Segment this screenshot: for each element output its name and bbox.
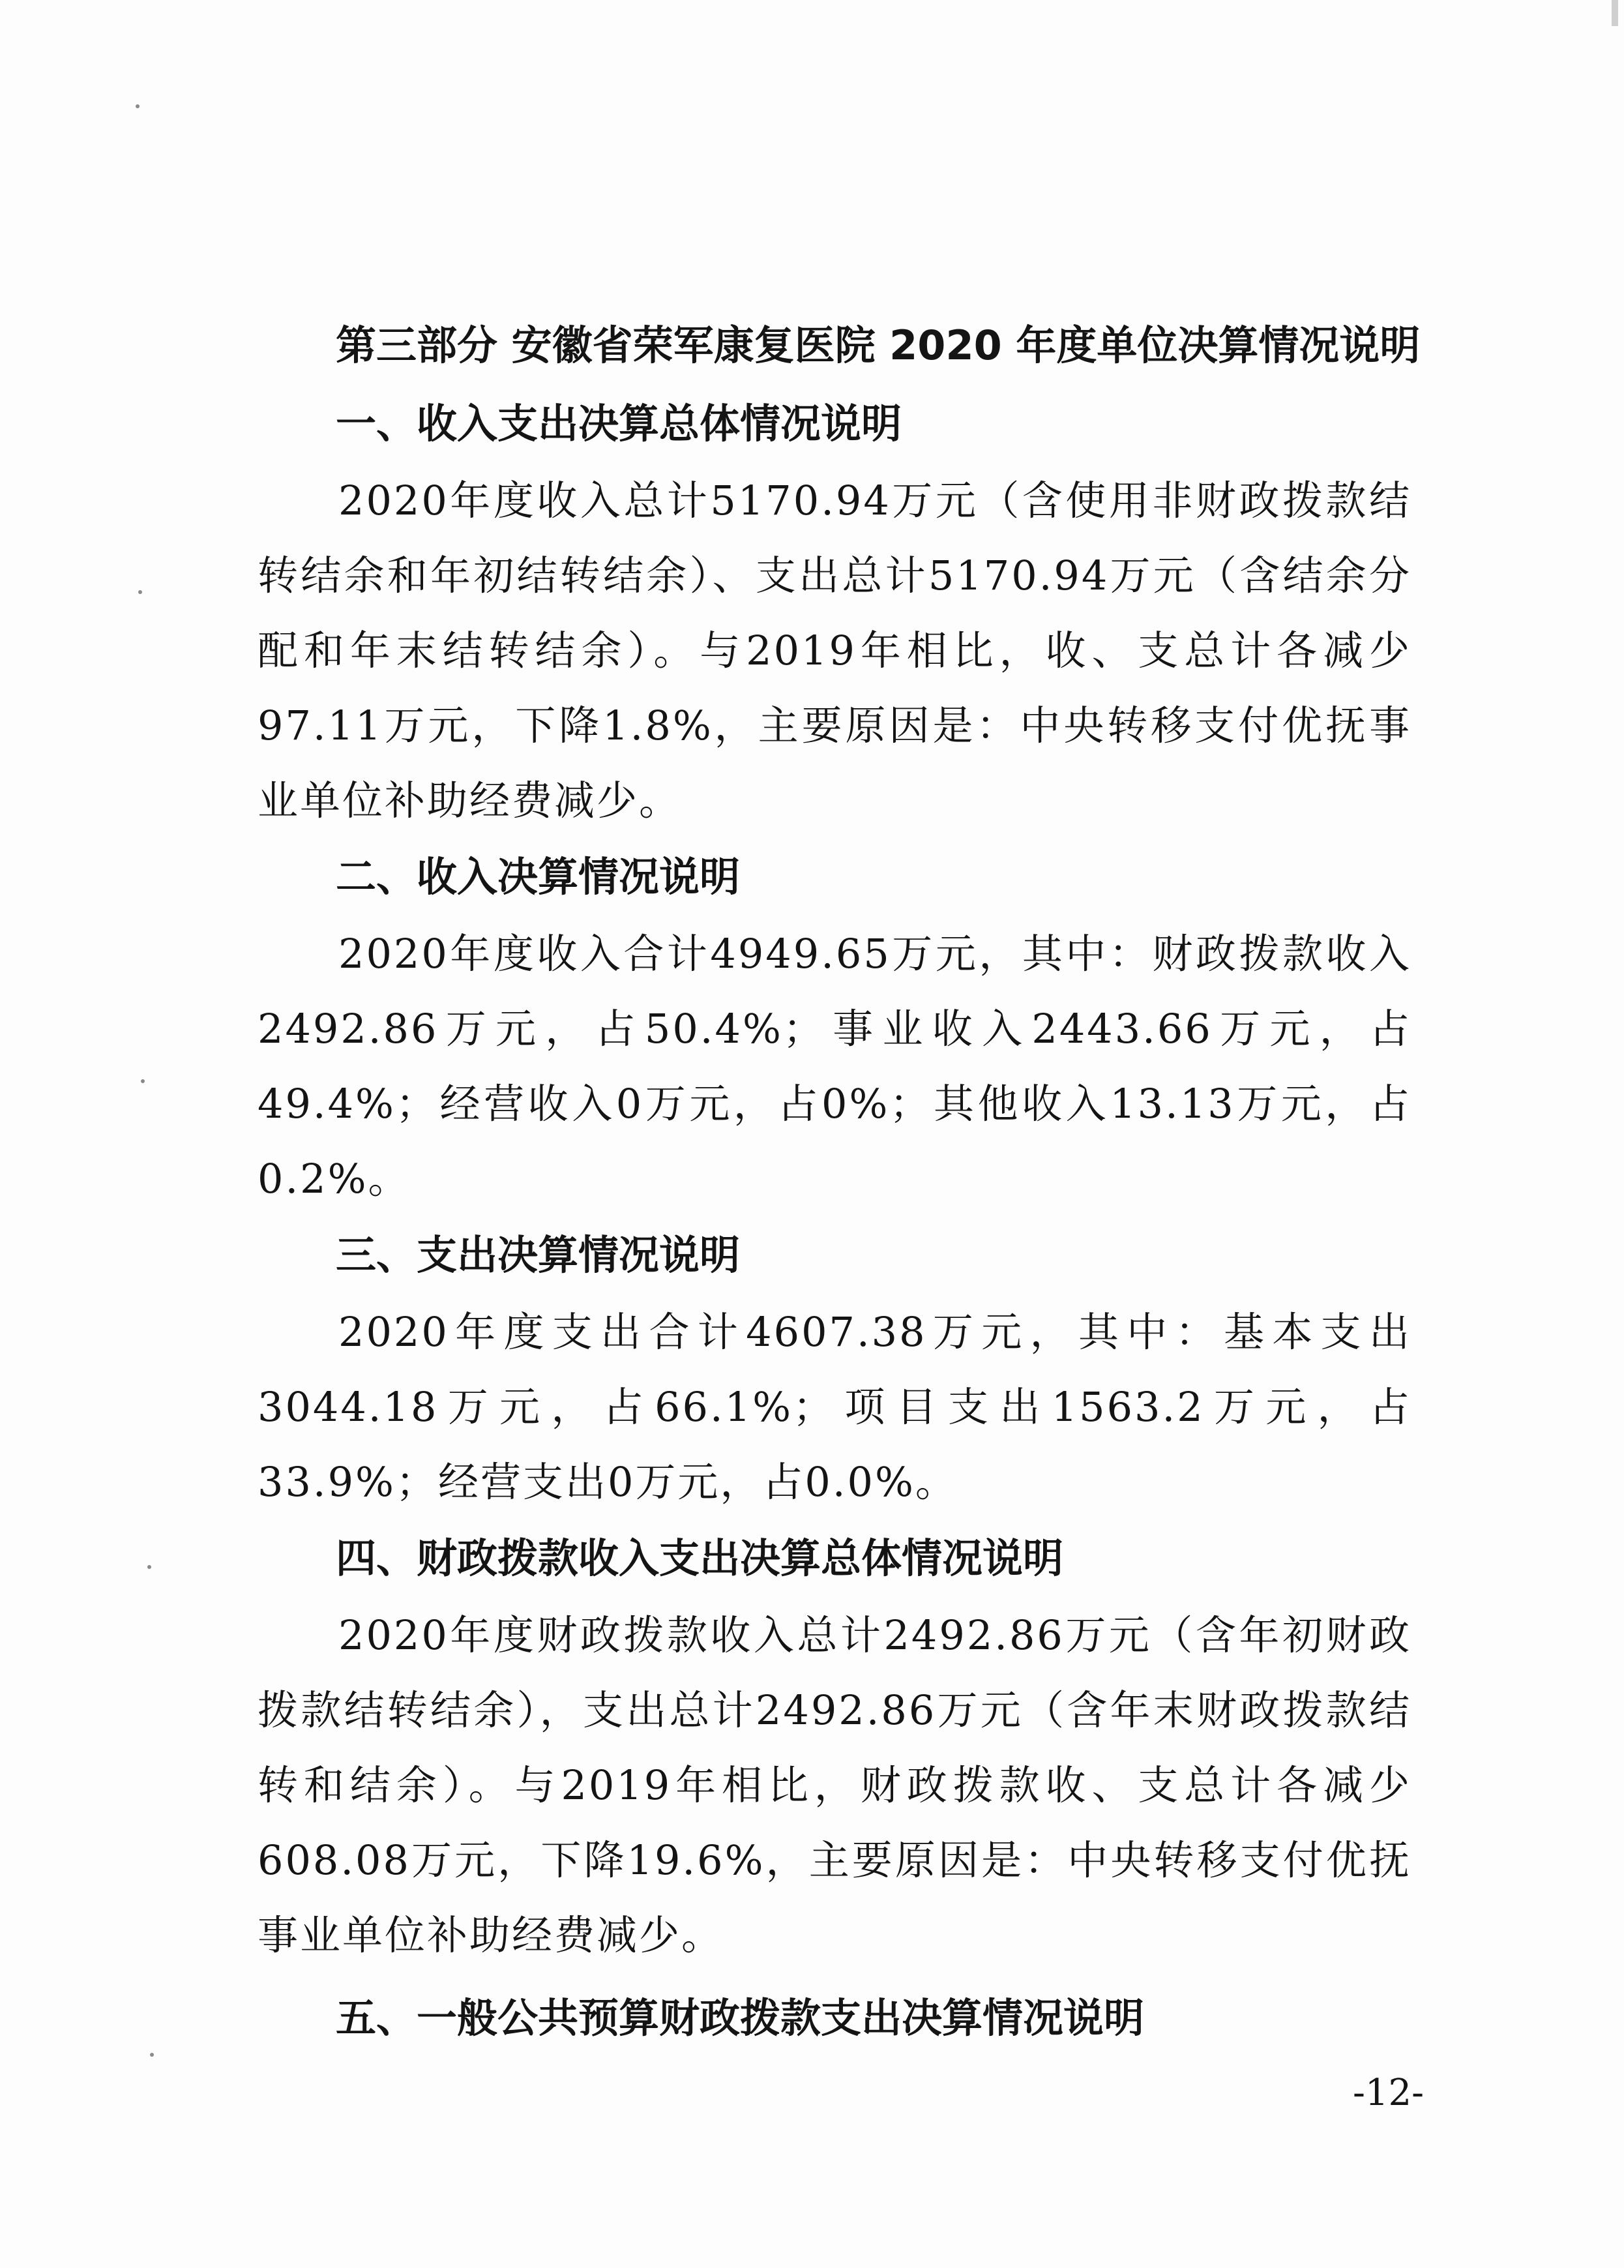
scan-speck	[138, 590, 142, 594]
section-paragraph: 2020年度支出合计4607.38万元，其中：基本支出3044.18万元，占66.1%；项目支出1563.2万元，占33.9%；经营支出0万元，占0.0%。	[258, 1308, 1411, 1506]
scan-speck	[141, 1079, 145, 1083]
scan-speck	[150, 2053, 154, 2057]
section-4	[258, 1519, 1411, 1973]
document-body	[258, 306, 1421, 2057]
section-paragraph: 2020年度财政拨款收入总计2492.86万元（含年初财政拨款结转结余），支出总计2492.86万元（含年末财政拨款结转和结余）。与2019年相比，财政拨款收、支总计各减少608.08万元，下降19.6%，主要原因是：中央转移支付优抚事业单位补助经费减少。	[258, 1611, 1411, 1959]
section-heading: 三、支出决算情况说明	[336, 1231, 741, 1279]
section-5	[258, 1979, 1411, 2057]
section-heading: 一、收入支出决算总体情况说明	[336, 400, 902, 447]
part-title: 第三部分 安徽省荣军康复医院 2020 年度单位决算情况说明	[336, 321, 1421, 369]
section-heading: 四、财政拨款收入支出决算总体情况说明	[336, 1534, 1064, 1582]
scan-speck	[147, 1565, 151, 1569]
section-3	[258, 1216, 1411, 1519]
scan-speck	[136, 104, 140, 108]
section-2	[258, 838, 1411, 1216]
section-heading: 二、收入决算情况说明	[336, 853, 741, 901]
section-paragraph: 2020年度收入合计4949.65万元，其中：财政拨款收入2492.86万元，占50.4%；事业收入2443.66万元，占49.4%；经营收入0万元，占0%；其他收入13.13万元，占0.2%。	[258, 930, 1411, 1202]
section-paragraph: 2020年度收入总计5170.94万元（含使用非财政拨款结转结余和年初结转结余）、支出总计5170.94万元（含结余分配和年末结转结余）。与2019年相比，收、支总计各减少97.11万元，下降1.8%，主要原因是：中央转移支付优抚事业单位补助经费减少。	[258, 477, 1411, 824]
section-heading: 五、一般公共预算财政拨款支出决算情况说明	[336, 1994, 1145, 2042]
page-number: -12-	[1353, 2072, 1425, 2114]
section-1	[258, 385, 1411, 838]
scan-edge-mark	[1612, 0, 1618, 26]
